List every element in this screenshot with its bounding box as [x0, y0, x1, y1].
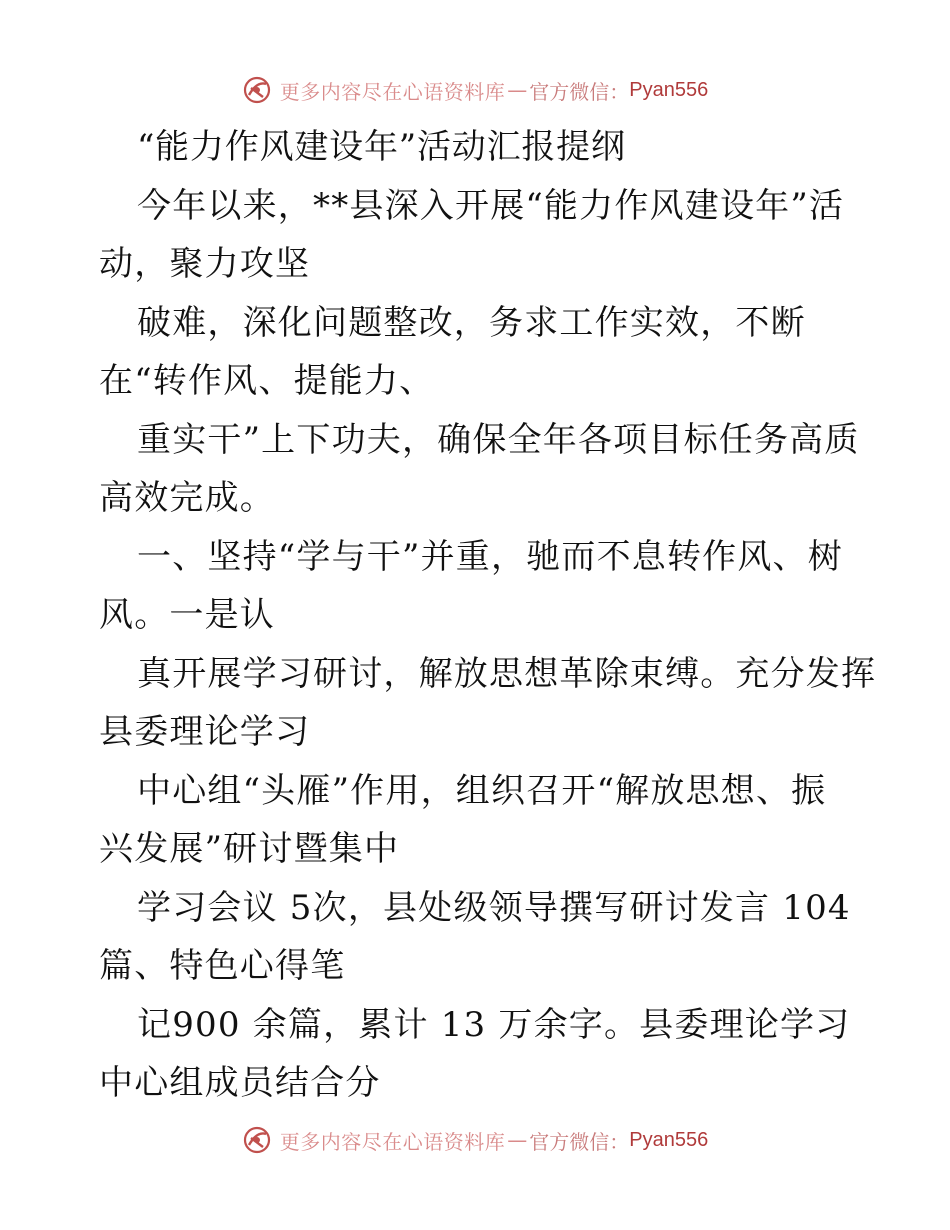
- text-line: 破难，深化问题整改，务求工作实效，不断: [137, 302, 806, 343]
- watermark-dash: —: [507, 1128, 528, 1152]
- text-line: 在“转作风、提能力、: [99, 361, 435, 401]
- text-line: 今年以来，**县深入开展“能力作风建设年”活: [137, 185, 845, 226]
- text-line: 篇、特色心得笔: [99, 946, 346, 986]
- watermark-wechat-label: 官方微信：: [529, 1129, 630, 1154]
- text-line: 风。一是认: [99, 595, 275, 635]
- text-line: 中心组成员结合分: [99, 1063, 381, 1103]
- footer-watermark: [0, 1120, 950, 1160]
- watermark-wechat-label: 官方微信：: [529, 79, 630, 104]
- text-line: 记900 余篇，累计 13 万余字。县委理论学习: [137, 1004, 851, 1045]
- text-line: 一、坚持“学与干”并重，驰而不息转作风、树: [137, 536, 843, 577]
- text-line: 学习会议 5次，县处级领导撰写研讨发言 104: [137, 887, 851, 928]
- document-body: [99, 118, 877, 1113]
- watermark-wechat-id: Pyan556: [629, 78, 709, 101]
- header-watermark: [0, 70, 950, 110]
- text-line: 真开展学习研讨，解放思想革除束缚。充分发挥: [137, 653, 877, 694]
- text-line: 高效完成。: [99, 478, 275, 518]
- text-line: 动，聚力攻坚: [99, 244, 311, 284]
- watermark-text: 更多内容尽在心语资料库: [279, 1129, 506, 1154]
- text-line: 兴发展”研讨暨集中: [99, 829, 400, 869]
- watermark-logo-icon: [242, 75, 272, 105]
- watermark-wechat-id: Pyan556: [629, 1128, 709, 1151]
- text-line: 重实干”上下功夫，确保全年各项目标任务高质: [137, 419, 860, 460]
- text-line: 县委理论学习: [99, 712, 311, 752]
- watermark-logo-icon: [242, 1125, 272, 1155]
- document-title: “能力作风建设年”活动汇报提纲: [137, 127, 626, 167]
- watermark-dash: —: [507, 78, 528, 102]
- watermark-text: 更多内容尽在心语资料库: [279, 79, 506, 104]
- text-line: 中心组“头雁”作用，组织召开“解放思想、振: [137, 770, 827, 811]
